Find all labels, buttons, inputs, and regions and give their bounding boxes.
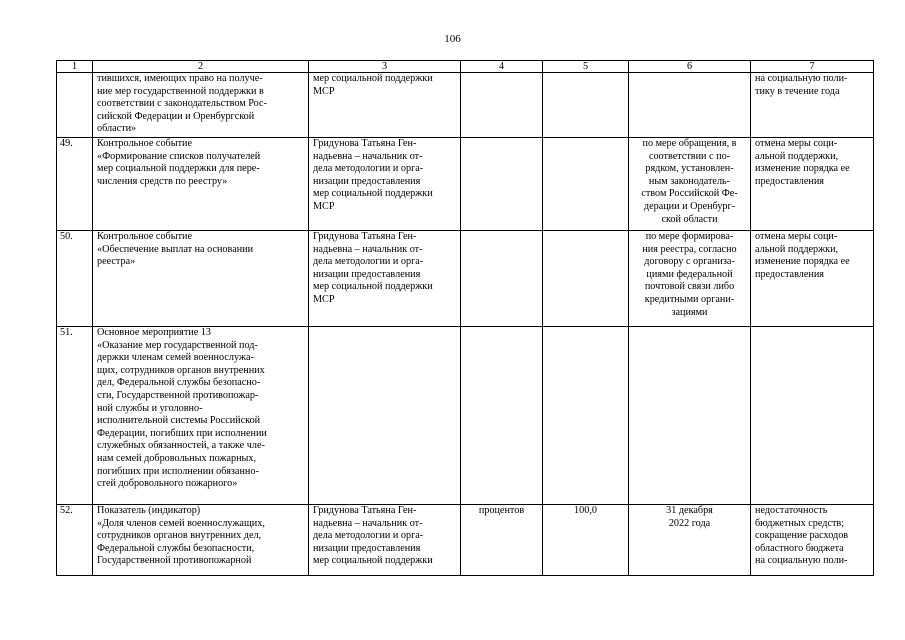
- page-number: 106: [444, 33, 461, 45]
- row-number: [57, 73, 93, 138]
- risk-cell: [751, 327, 874, 505]
- column-header: 1: [57, 61, 93, 73]
- table-row: [57, 505, 874, 576]
- responsible-cell: мер социальной поддержки МСР: [309, 73, 461, 138]
- activity-cell: Основное мероприятие 13 «Оказание мер государственной под- держки членам семей военнослужа- щих, сотрудников органов внутренних дел, Федеральной службы безопасно- сти, Государственной противопожар- ной службы и уголовно- исполнительной системы Российской Федерации, погибших при исполнении служебных обязанностей, а также чле- нам семей добровольных пожарных, погибших при исполнении обязанно- стей добровольного пожарного»: [93, 327, 309, 505]
- plan-table: [56, 60, 874, 576]
- activity-cell: Показатель (индикатор) «Доля членов семей военнослужащих, сотрудников органов внутренних дел, Федеральной службы безопасности, Государственной противопожарной: [93, 505, 309, 576]
- row-number: 51.: [57, 327, 93, 505]
- table-row: [57, 138, 874, 231]
- responsible-cell: [309, 327, 461, 505]
- row-number: 52.: [57, 505, 93, 576]
- column-header: 3: [309, 61, 461, 73]
- value-cell: [543, 231, 629, 327]
- deadline-cell: [629, 73, 751, 138]
- unit-cell: [461, 73, 543, 138]
- value-cell: [543, 73, 629, 138]
- row-number: 49.: [57, 138, 93, 231]
- column-header: 4: [461, 61, 543, 73]
- table-row: [57, 327, 874, 505]
- column-header: 7: [751, 61, 874, 73]
- unit-cell: процентов: [461, 505, 543, 576]
- deadline-cell: по мере обращения, в соответствии с по- рядком, установлен- ным законодатель- ством Российской Фе- дерации и Оренбург- ской области: [629, 138, 751, 231]
- unit-cell: [461, 138, 543, 231]
- responsible-cell: Гридунова Татьяна Ген- надьевна – начальник от- дела методологии и орга- низации предоставления мер социальной поддержки: [309, 505, 461, 576]
- row-number: 50.: [57, 231, 93, 327]
- activity-cell: Контрольное событие «Формирование списков получателей мер социальной поддержки для пере- числения средств по реестру»: [93, 138, 309, 231]
- table-row: [57, 73, 874, 138]
- risk-cell: отмена меры соци- альной поддержки, изменение порядка ее предоставления: [751, 138, 874, 231]
- risk-cell: на социальную поли- тику в течение года: [751, 73, 874, 138]
- deadline-cell: по мере формирова- ния реестра, согласно договору с организа- циями федеральной почтовой связи либо кредитными органи- зациями: [629, 231, 751, 327]
- responsible-cell: Гридунова Татьяна Ген- надьевна – начальник от- дела методологии и орга- низации предоставления мер социальной поддержки МСР: [309, 231, 461, 327]
- column-header: 5: [543, 61, 629, 73]
- risk-cell: отмена меры соци- альной поддержки, изменение порядка ее предоставления: [751, 231, 874, 327]
- value-cell: [543, 327, 629, 505]
- value-cell: 100,0: [543, 505, 629, 576]
- activity-cell: Контрольное событие «Обеспечение выплат на основании реестра»: [93, 231, 309, 327]
- unit-cell: [461, 231, 543, 327]
- column-header: 2: [93, 61, 309, 73]
- risk-cell: недостаточность бюджетных средств; сокращение расходов областного бюджета на социальную поли-: [751, 505, 874, 576]
- unit-cell: [461, 327, 543, 505]
- page-bottom-margin: [0, 592, 905, 640]
- header-row: [57, 61, 874, 73]
- deadline-cell: [629, 327, 751, 505]
- table-row: [57, 231, 874, 327]
- activity-cell: тившихся, имеющих право на получе- ние мер государственной поддержки в соответствии с законодательством Рос- сийской Федерации и Оренбургской области»: [93, 73, 309, 138]
- column-header: 6: [629, 61, 751, 73]
- deadline-cell: 31 декабря 2022 года: [629, 505, 751, 576]
- responsible-cell: Гридунова Татьяна Ген- надьевна – начальник от- дела методологии и орга- низации предоставления мер социальной поддержки МСР: [309, 138, 461, 231]
- value-cell: [543, 138, 629, 231]
